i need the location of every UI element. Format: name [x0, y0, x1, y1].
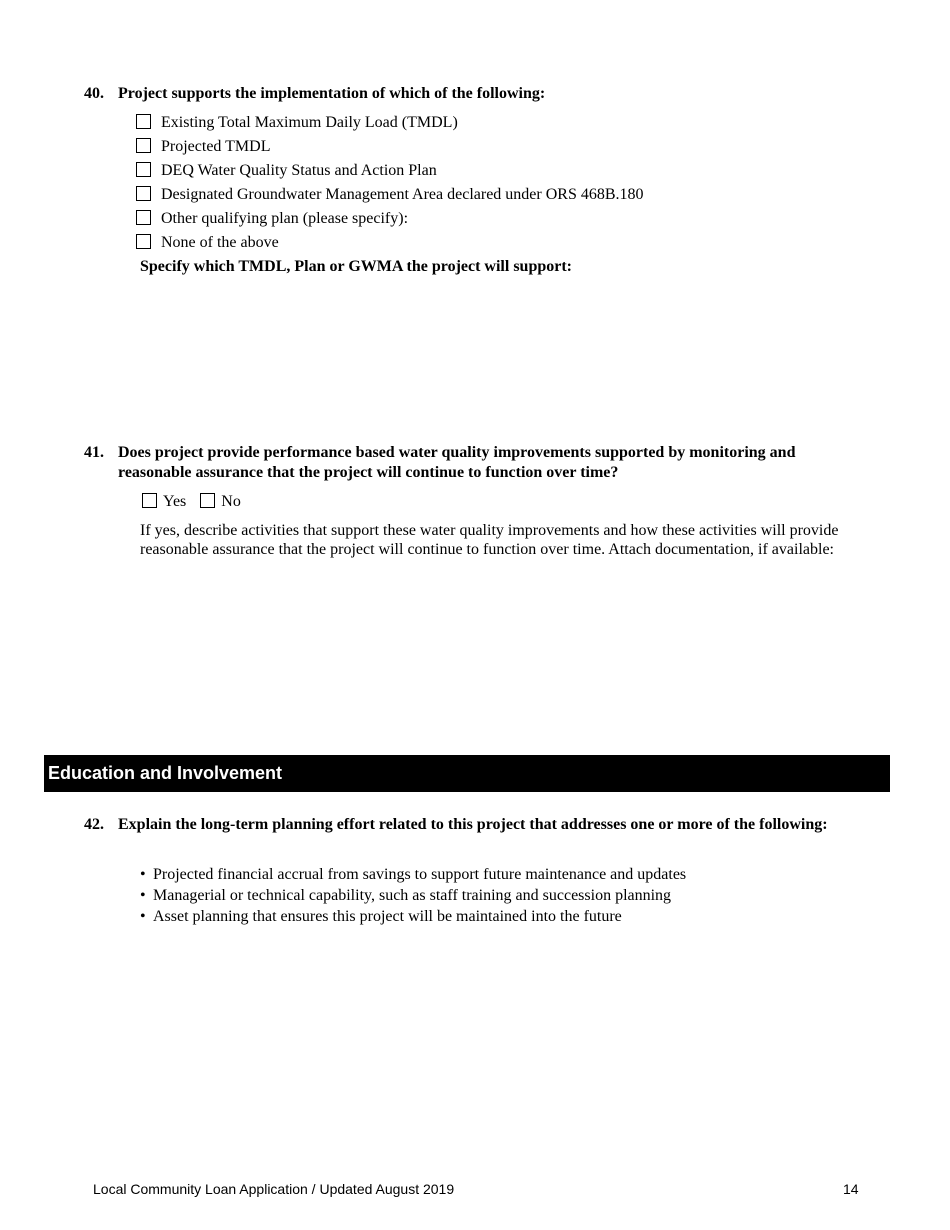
q41-description: If yes, describe activities that support these water quality improvements and how these activities will provide reasonable assurance that the project will continue to function over time. Attach documentation, if available:: [140, 522, 839, 558]
checkbox[interactable]: [136, 138, 151, 153]
yes-checkbox[interactable]: [142, 493, 157, 508]
list-item: • Managerial or technical capability, such as staff training and succession planning: [140, 885, 686, 906]
bullet-list: [140, 864, 686, 927]
checkbox[interactable]: [136, 234, 151, 249]
footer-text: Local Community Loan Application / Updated August 2019: [93, 1181, 455, 1197]
option-projected-tmdl[interactable]: [136, 137, 270, 157]
checkbox[interactable]: [136, 186, 151, 201]
no-label: No: [221, 493, 241, 510]
option-none[interactable]: [136, 233, 279, 253]
question-number: 41.: [84, 444, 104, 461]
section-header: Education and Involvement: [44, 755, 890, 792]
option-other-plan[interactable]: [136, 209, 408, 229]
question-number: 40.: [84, 85, 104, 102]
page-number: 14: [843, 1181, 859, 1197]
list-item: • Asset planning that ensures this project will be maintained into the future: [140, 906, 686, 927]
checkbox[interactable]: [136, 114, 151, 129]
yes-no-group: [142, 492, 241, 512]
specify-label: Specify which TMDL, Plan or GWMA the project will support:: [140, 258, 572, 275]
question-number: 42.: [84, 816, 104, 833]
question-text: Explain the long-term planning effort related to this project that addresses one or more of the following:: [118, 816, 828, 833]
option-existing-tmdl[interactable]: [136, 113, 458, 133]
option-label: Existing Total Maximum Daily Load (TMDL): [161, 114, 458, 131]
option-label: Projected TMDL: [161, 138, 271, 155]
list-item: • Projected financial accrual from savings to support future maintenance and updates: [140, 864, 686, 885]
option-deq-plan[interactable]: [136, 161, 437, 181]
checkbox[interactable]: [136, 210, 151, 225]
option-label: Designated Groundwater Management Area declared under ORS 468B.180: [161, 186, 644, 203]
yes-label: Yes: [163, 493, 187, 510]
no-checkbox[interactable]: [200, 493, 215, 508]
option-gwma[interactable]: [136, 185, 644, 205]
option-label: Other qualifying plan (please specify):: [161, 210, 409, 227]
question-text: Project supports the implementation of which of the following:: [118, 85, 546, 102]
option-label: None of the above: [161, 234, 279, 251]
option-label: DEQ Water Quality Status and Action Plan: [161, 162, 437, 179]
question-text: Does project provide performance based water quality improvements supported by monitoring and reasonable assurance that the project will continue to function over time?: [118, 444, 796, 481]
checkbox[interactable]: [136, 162, 151, 177]
